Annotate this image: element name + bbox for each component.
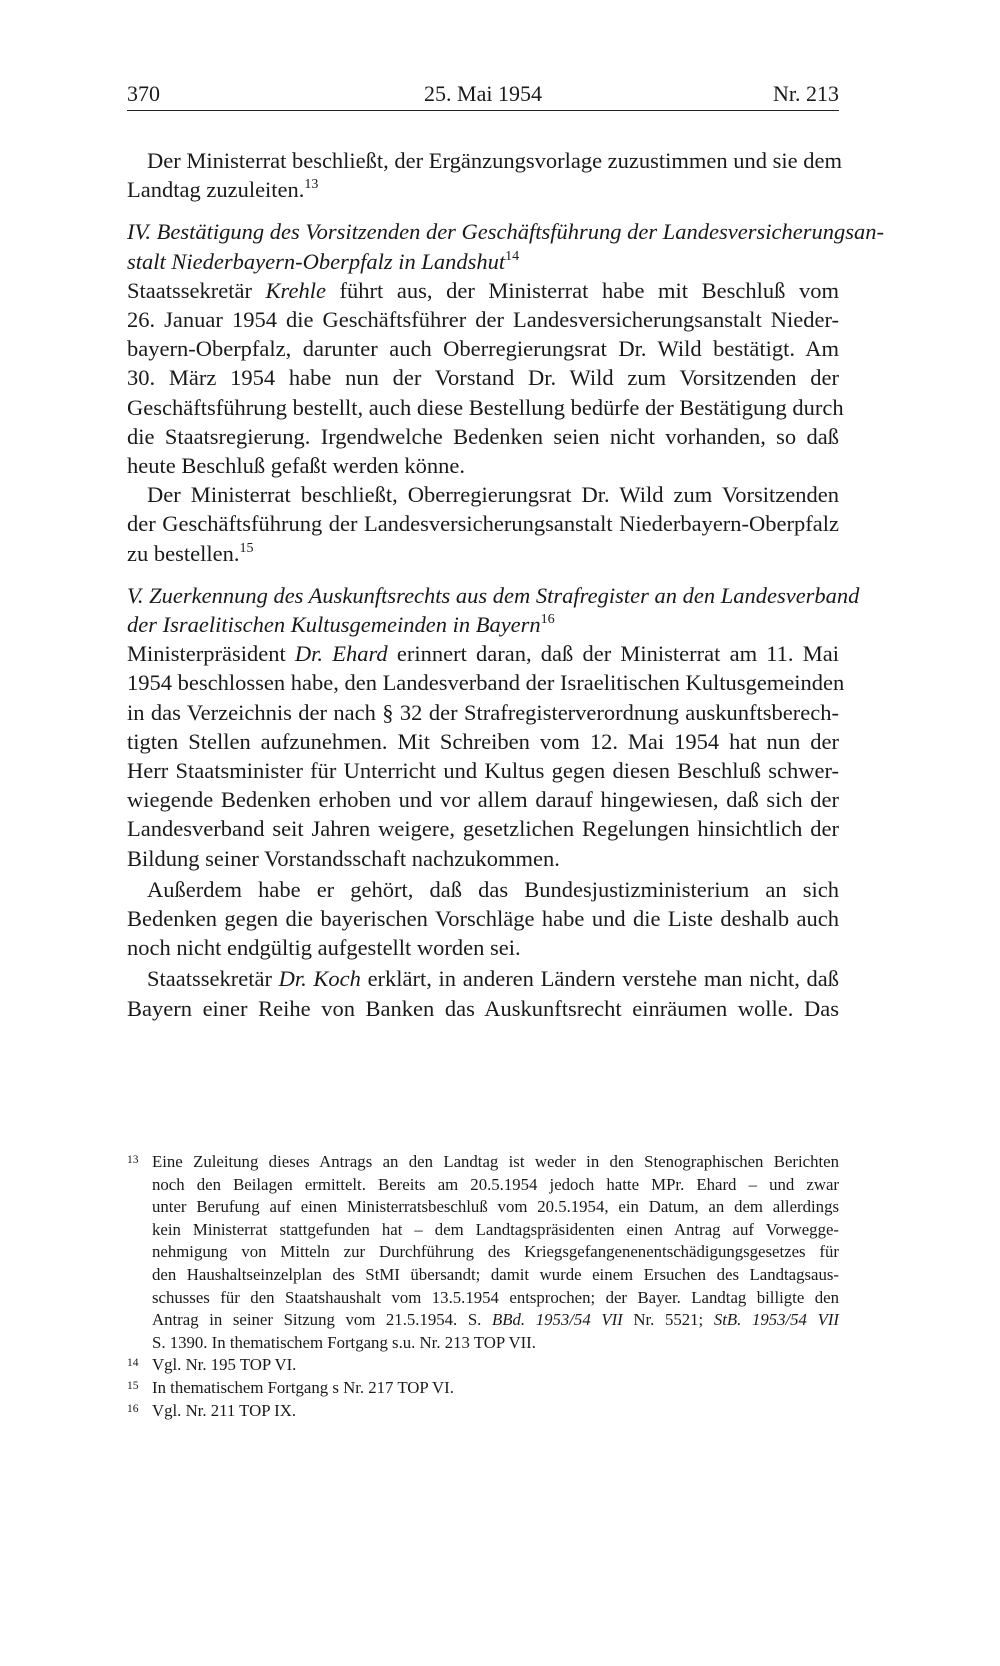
footnote-13 [127, 1151, 839, 1354]
paragraph-ehard [127, 639, 845, 873]
text-line: der Geschäftsführung der Landesversicherungsanstalt Niederbayern-Oberpfalz [127, 511, 839, 537]
footnote-ref-14[interactable]: 14 [505, 248, 520, 264]
text-fragment: Nr. 5521; [622, 1310, 714, 1330]
footnote-line: nehmigung von Mitteln zur Durchführung des Kriegsgefangenenentschädigungsgesetzes für [152, 1242, 839, 1262]
text-line [127, 175, 839, 204]
text-line: Der Ministerrat beschließt, der Ergänzungsvorlage zuzustimmen und sie dem [147, 148, 843, 173]
footnote-16 [127, 1400, 839, 1423]
footnote-line: noch den Beilagen ermittelt. Bereits am 20.5.1954 jedoch hatte MPr. Ehard – und zwar [152, 1174, 839, 1194]
text-line [127, 639, 839, 668]
section-heading-v [127, 581, 860, 639]
text-fragment: erinnert daran, daß der Ministerrat am 11. Mai [387, 641, 839, 667]
footnote-ref-16[interactable]: 16 [540, 612, 555, 628]
text-fragment: Staatssekretär [127, 277, 266, 303]
text-fragment: Antrag in seiner Sitzung vom 21.5.1954. S. [152, 1310, 492, 1330]
paragraph-krehle [127, 276, 844, 480]
text-fragment: Staatssekretär [147, 966, 279, 992]
running-header [127, 82, 839, 111]
text-fragment: Landtag zuzuleiten. [127, 177, 305, 203]
text-line: Der Ministerrat beschließt, Oberregierungsrat Dr. Wild zum Vorsitzenden [147, 482, 839, 508]
text-line [127, 964, 839, 993]
footnote-line: schusses für den Staatshaushalt vom 13.5.1954 entsprochen; der Bayer. Landtag billigte den [152, 1287, 839, 1307]
source-reference: StB. 1953/54 VII [713, 1310, 839, 1330]
footnote-line: In thematischem Fortgang s Nr. 217 TOP VI. [152, 1377, 454, 1397]
footnotes [127, 1151, 839, 1422]
heading-line [127, 247, 839, 276]
header-date: 25. Mai 1954 [424, 81, 542, 106]
paragraph-bundesjustiz [127, 875, 839, 963]
footnote-line: den Haushaltseinzelplan des StMI übersandt; damit wurde einem Ersuchen des Landtagsaus- [152, 1264, 839, 1284]
text-line: die Staatsregierung. Irgendwelche Bedenken seien nicht vorhanden, so daß [127, 423, 839, 449]
text-line: noch nicht endgültig aufgestellt worden sei. [127, 935, 521, 961]
text-line: 30. März 1954 habe nun der Vorstand Dr. Wild zum Vorsitzenden der [127, 365, 839, 391]
text-line: Außerdem habe er gehört, daß das Bundesjustizministerium an sich [147, 876, 839, 902]
footnote-line: Vgl. Nr. 195 TOP VI. [152, 1355, 297, 1375]
document-number: Nr. 213 [773, 81, 839, 106]
text-line: in das Verzeichnis der nach § 32 der Strafregisterverordnung auskunftsberech- [127, 699, 839, 725]
heading-line: V. Zuerkennung des Auskunftsrechts aus dem Strafregister an den Landesverband [127, 582, 860, 608]
footnote-number: 14 [127, 1357, 139, 1370]
text-line: 1954 beschlossen habe, den Landesverband der Israelitischen Kultusgemeinden [127, 670, 845, 696]
paragraph-resolution-supplement [127, 146, 843, 204]
text-line: 26. Januar 1954 die Geschäftsführer der Landesversicherungsanstalt Nieder- [127, 307, 839, 333]
footnote-number: 13 [127, 1154, 139, 1166]
text-line [127, 276, 839, 305]
section-heading-iv [127, 217, 885, 275]
text-line: wiegende Bedenken erhoben und vor allem darauf hingewiesen, daß sich der [127, 787, 839, 813]
spacer [127, 204, 839, 217]
paragraph-koch [127, 964, 839, 1022]
paragraph-resolution-wild [127, 480, 839, 568]
source-reference: BBd. 1953/54 VII [492, 1310, 623, 1330]
footnote-line [152, 1309, 839, 1332]
text-line: bayern-Oberpfalz, darunter auch Oberregierungsrat Dr. Wild bestätigt. Am [127, 336, 839, 362]
heading-line: IV. Bestätigung des Vorsitzenden der Geschäftsführung der Landesversicherungsan- [127, 219, 885, 245]
text-line: Geschäftsführung bestellt, auch diese Bestellung bedürfe der Bestätigung durch [127, 394, 844, 420]
text-line: Bayern einer Reihe von Banken das Auskunftsrecht einräumen wolle. Das [127, 995, 839, 1021]
text-fragment: der Israelitischen Kultusgemeinden in Bayern [127, 612, 541, 638]
text-line: Landesverband seit Jahren weigere, gesetzlichen Regelungen hinsichtlich der [127, 816, 839, 842]
speaker-name: Dr. Ehard [294, 641, 388, 667]
text-fragment: stalt Niederbayern-Oberpfalz in Landshut [127, 248, 506, 274]
footnote-line: Eine Zuleitung dieses Antrags an den Landtag ist weder in den Stenographischen Berichten [152, 1152, 839, 1171]
footnote-14 [127, 1354, 839, 1377]
text-fragment: führt aus, der Ministerrat habe mit Beschluß vom [325, 277, 839, 303]
text-line: heute Beschluß gefaßt werden könne. [127, 453, 466, 479]
speaker-name: Dr. Koch [278, 966, 361, 992]
text-line: Herr Staatsminister für Unterricht und Kultus gegen diesen Beschluß schwer- [127, 758, 839, 784]
text-line: Bedenken gegen die bayerischen Vorschläge habe und die Liste deshalb auch [127, 906, 839, 932]
text-fragment: zu bestellen. [127, 540, 240, 566]
main-text [127, 146, 885, 1023]
speaker-name: Krehle [265, 277, 326, 303]
spacer [127, 568, 839, 581]
heading-line [127, 610, 839, 639]
footnote-number: 16 [127, 1402, 139, 1415]
text-line: tigten Stellen aufzunehmen. Mit Schreiben vom 12. Mai 1954 hat nun der [127, 728, 839, 754]
text-line: Bildung seiner Vorstandsschaft nachzukommen. [127, 845, 560, 871]
text-fragment: erklärt, in anderen Ländern verstehe man nicht, daß [360, 966, 839, 992]
text-line [127, 539, 839, 568]
footnote-15 [127, 1377, 839, 1400]
footnote-ref-13[interactable]: 13 [304, 177, 319, 193]
footnote-line: kein Ministerrat stattgefunden hat – dem Landtagspräsidenten einen Antrag auf Vorwegge- [152, 1219, 839, 1239]
footnote-ref-15[interactable]: 15 [239, 540, 254, 556]
footnote-line: unter Berufung auf einen Ministerratsbeschluß vom 20.5.1954, ein Datum, an dem allerdings [152, 1197, 839, 1217]
footnote-line: S. 1390. In thematischem Fortgang s.u. Nr. 213 TOP VII. [152, 1332, 536, 1352]
footnote-number: 15 [127, 1379, 139, 1392]
footnote-line: Vgl. Nr. 211 TOP IX. [152, 1400, 297, 1420]
text-fragment: Ministerpräsident [127, 641, 295, 667]
page-number: 370 [127, 81, 160, 106]
